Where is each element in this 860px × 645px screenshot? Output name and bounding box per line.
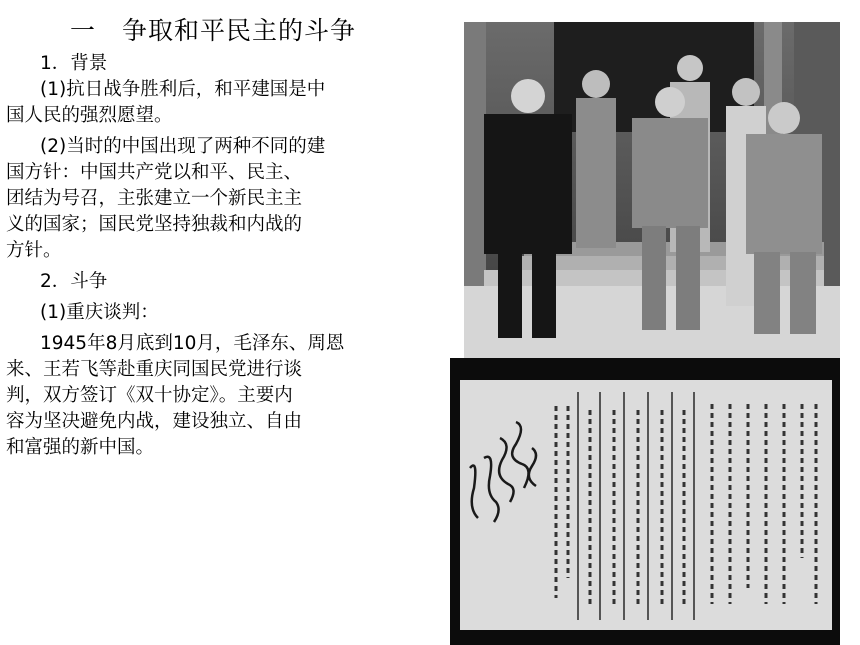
body-line: 义的国家；国民党坚持独裁和内战的 <box>6 214 303 235</box>
title-number: 一 <box>70 16 97 45</box>
title-text: 争取和平民主的斗争 <box>122 16 357 45</box>
body-line: 国方针：中国共产党以和平、民主、 <box>6 162 303 183</box>
body-line: 来、王若飞等赴重庆同国民党进行谈 <box>6 359 303 380</box>
group-photo-icon <box>464 22 840 358</box>
body-line: 1945年8月底到10月，毛泽东、周恩 <box>40 333 345 354</box>
heading-background: 1．背景 <box>40 53 108 74</box>
subheading-chongqing: (1)重庆谈判： <box>40 302 159 323</box>
body-line: 方针。 <box>6 240 62 261</box>
body-line: 判，双方签订《双十协定》。主要内 <box>6 385 293 406</box>
body-line: 容为坚决避免内战，建设独立、自由 <box>6 411 303 432</box>
slide-title <box>70 16 356 46</box>
body-line: 国人民的强烈愿望。 <box>6 105 173 126</box>
body-line: 和富强的新中国。 <box>6 437 155 458</box>
body-line: (1)抗日战争胜利后，和平建国是中 <box>40 79 326 100</box>
agreement-document-photo <box>450 358 840 645</box>
group-photo <box>464 22 840 358</box>
body-line: (2)当时的中国出现了两种不同的建 <box>40 136 326 157</box>
heading-struggle: 2．斗争 <box>40 271 108 292</box>
signed-agreement-document-icon <box>450 358 840 645</box>
body-line: 团结为号召，主张建立一个新民主主 <box>6 188 303 209</box>
